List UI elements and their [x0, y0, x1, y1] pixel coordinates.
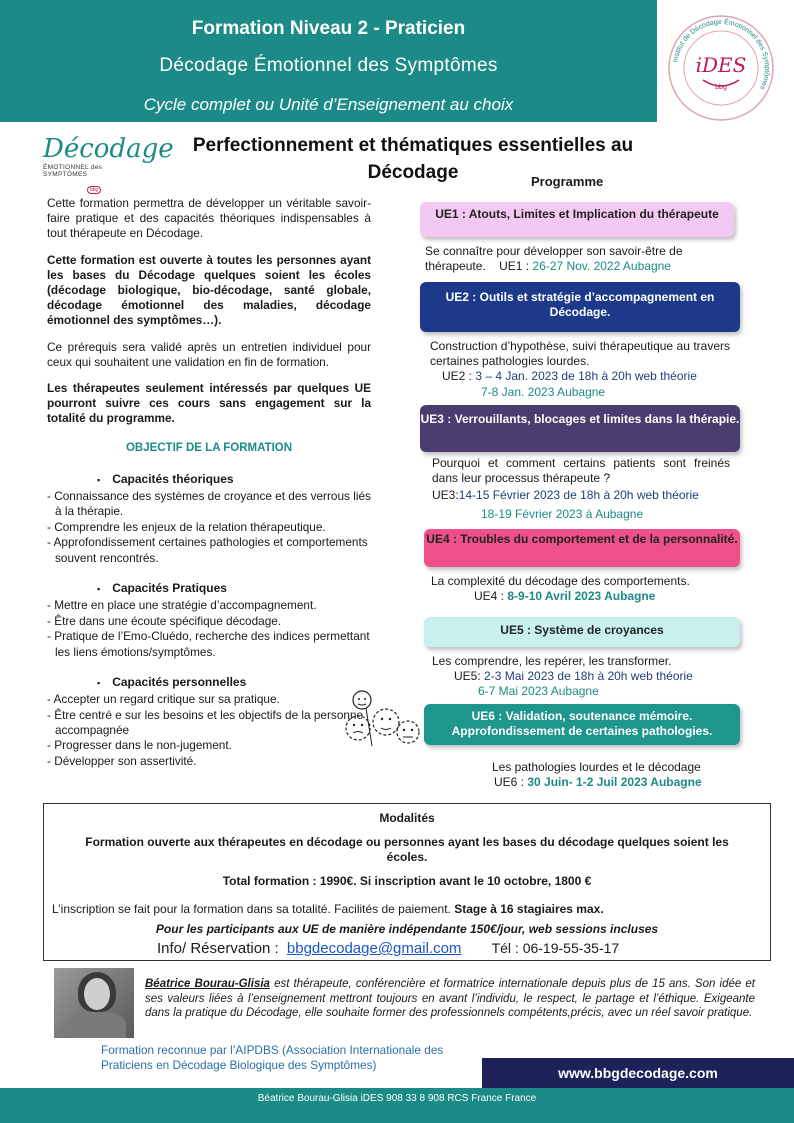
ue4-box: UE4 : Troubles du comportement et de la personnalité. — [424, 529, 740, 567]
intro-paragraph-2: Cette formation est ouverte à toutes les personnes ayant les bases du Décodage quelques soient les écoles (décodage biologique, bio-décodage, santé globale, décodage émotionnel des maladies, décodage émotionnel des symptômes…). — [47, 252, 371, 328]
ue4-description: La complexité du décodage des comportements. — [431, 574, 690, 588]
ue5-dates — [454, 669, 693, 684]
objectif-title: OBJECTIF DE LA FORMATION — [125, 441, 293, 454]
ue1-date-prefix: UE1 : — [499, 259, 530, 273]
modalites-ue-price: Pour les participants aux UE de manière indépendante 150€/jour, web sessions incluses — [155, 922, 659, 936]
decodage-logo-subtitle: ÉMOTIONNEL des SYMPTÔMES — [43, 164, 103, 178]
trainer-photo — [54, 968, 134, 1038]
email-link[interactable]: bbgdecodage@gmail.com — [286, 940, 462, 957]
header-level: Formation Niveau 2 - Praticien — [191, 18, 466, 39]
intro-paragraph-3: Ce prérequis sera validé après un entretien individuel pour ceux qui souhaitent une validation en fin de formation. — [47, 339, 371, 369]
intro-paragraph-1: Cette formation permettra de développer un véritable savoir-faire pratique et des capacités théoriques indispensables à tout thérapeute en Décodage. — [47, 196, 371, 241]
header-cycle: Cycle complet ou Unité d’Enseignement au choix — [143, 95, 514, 114]
capacites-pratiques-title: ▪ Capacités Pratiques — [97, 581, 371, 597]
ue2-date1: 3 – 4 Jan. 2023 de 18h à 20h web théorie — [475, 369, 697, 383]
ue2-box: UE2 : Outils et stratégie d’accompagnement en Décodage. — [420, 282, 740, 332]
intro-paragraph-4: Les thérapeutes seulement intéressés par quelques UE pourront suivre ces cours sans engagement sur la totalité du programme. — [47, 381, 371, 426]
ue6-dates — [494, 775, 702, 790]
list-item: - Progresser dans le non-jugement. — [47, 738, 232, 753]
modalites-total: Total formation : 1990€. Si inscription avant le 10 octobre, 1800 € — [222, 874, 592, 888]
ue5-date1: 2-3 Mai 2023 de 18h à 20h web théorie — [484, 669, 693, 683]
modalites-title: Modalités — [379, 811, 435, 825]
page-title-line2: Décodage — [367, 162, 459, 183]
header-banner — [0, 0, 657, 122]
programme-title: Programme — [531, 174, 604, 189]
ides-text: iDES — [695, 53, 747, 77]
doodle-illustration — [342, 688, 422, 758]
list-item: - Pratique de l’Emo-Cluédo, recherche des indices permettant les liens émotions/symptômes. — [47, 629, 370, 659]
ue6-date: 30 Juin- 1-2 Juil 2023 Aubagne — [527, 775, 702, 789]
capacites-pratiques-list — [47, 598, 371, 660]
modalites-box — [43, 803, 771, 961]
list-item: - Être dans une écoute spécifique décodage. — [47, 613, 282, 628]
footer: Béatrice Bourau-Glisia iDES 908 33 8 908 RCS France France — [0, 1088, 794, 1123]
page-title-line1: Perfectionnement et thématiques essentielles au — [192, 135, 634, 156]
decodage-logo-bbg: bbg — [87, 186, 101, 194]
ue3-description: Pourquoi et comment certains patients sont freinés dans leur processus thérapeute ? — [432, 456, 730, 485]
header-subject: Décodage Émotionnel des Symptômes — [159, 55, 498, 76]
trainer-name: Béatrice Bourau-Glisia — [145, 978, 270, 990]
capacites-personnelles-list — [47, 692, 371, 769]
list-item: - Développer son assertivité. — [47, 753, 197, 768]
ue4-date-prefix: UE4 : — [474, 589, 505, 603]
ue5-date-prefix: UE5: — [454, 669, 481, 683]
ue4-date: 8-9-10 Avril 2023 Aubagne — [507, 589, 656, 603]
decodage-logo — [43, 134, 174, 193]
ue5-box: UE5 : Système de croyances — [424, 617, 740, 647]
list-item: - Connaissance des systèmes de croyance et des verrous liés à la thérapie. — [47, 489, 371, 519]
ue2-dates — [442, 369, 697, 384]
modalites-inscription — [52, 902, 604, 916]
modalites-contact — [157, 940, 619, 957]
trainer-bio — [145, 977, 755, 1021]
ue3-date-prefix: UE3: — [432, 488, 459, 502]
ue3-dates — [432, 488, 699, 503]
website-link[interactable]: www.bbgdecodage.com — [482, 1058, 794, 1088]
phone-number: Tél : 06-19-55-35-17 — [491, 940, 620, 956]
modalites-stagiaires: Stage à 16 stagiaires max. — [454, 902, 604, 916]
ides-bbg-text: bbg — [715, 84, 727, 91]
trainer-bio-text: est thérapeute, conférencière et formatrice internationale depuis plus de 15 ans. Son idée et ses valeurs liées à l’enseignement mettront toujours en avant l’individu, le respect, le partage et l’éthique. Exigeante dans la pratique du Décodage, elle souhaite former des professionnels compétents,précis, avec un réel savoir pratique. — [145, 978, 755, 1019]
ue2-description: Construction d’hypothèse, suivi thérapeutique au travers certaines pathologies lourdes. — [430, 339, 730, 368]
aipdbs-recognition: Formation reconnue par l’AIPDBS (Association Internationale des Praticiens en Décodage Biologique des Symptômes) — [101, 1043, 444, 1072]
ides-ring-text: Institut de Décodage Émotionnel des Symptômes — [672, 18, 771, 91]
modalites-description: Formation ouverte aux thérapeutes en décodage ou personnes ayant les bases du décodage quelques soient les écoles. — [85, 835, 729, 864]
ue2-date-prefix: UE2 : — [442, 369, 473, 383]
ue6-date-prefix: UE6 : — [494, 775, 525, 789]
ue4-dates — [474, 589, 655, 604]
ue1-date: 26-27 Nov. 2022 Aubagne — [532, 259, 671, 273]
modalites-inscription-text: L’inscription se fait pour la formation dans sa totalité. Facilités de paiement. — [52, 902, 451, 916]
ue1-box: UE1 : Atouts, Limites et Implication du thérapeute — [420, 202, 734, 237]
decodage-logo-word: Décodage — [43, 134, 174, 164]
capacites-theoriques-list — [47, 489, 371, 566]
contact-label: Info/ Réservation : — [157, 940, 279, 957]
ides-logo — [665, 12, 777, 124]
ue1-description — [425, 244, 735, 274]
ue5-date2: 6-7 Mai 2023 Aubagne — [478, 684, 599, 698]
left-column — [47, 196, 371, 784]
list-item: - Mettre en place une stratégie d’accompagnement. — [47, 598, 317, 613]
list-item: - Accepter un regard critique sur sa pratique. — [47, 692, 280, 707]
list-item: - Être centré e sur les besoins et les objectifs de la personne accompagnée — [47, 707, 364, 737]
ue3-date2: 18-19 Février 2023 à Aubagne — [481, 507, 644, 521]
capacites-theoriques-title: ▪ Capacités théoriques — [97, 472, 371, 488]
capacites-personnelles-title: ▪ Capacités personnelles — [97, 675, 371, 691]
ue1-desc-text: Se connaître pour développer son savoir-être de thérapeute. — [425, 244, 683, 273]
ue2-date2: 7-8 Jan. 2023 Aubagne — [481, 385, 606, 399]
list-item: - Approfondissement certaines pathologies et comportements souvent rencontrés. — [47, 535, 368, 565]
list-item: - Comprendre les enjeux de la relation thérapeutique. — [47, 519, 326, 534]
ue6-box: UE6 : Validation, soutenance mémoire. Approfondissement de certaines pathologies. — [424, 704, 740, 745]
ue5-description: Les comprendre, les repérer, les transformer. — [432, 654, 672, 668]
ue6-description: Les pathologies lourdes et le décodage — [492, 760, 701, 774]
ue3-date1: 14-15 Février 2023 de 18h à 20h web théorie — [458, 488, 699, 502]
ue3-box: UE3 : Verrouillants, blocages et limites dans la thérapie. — [420, 405, 740, 452]
